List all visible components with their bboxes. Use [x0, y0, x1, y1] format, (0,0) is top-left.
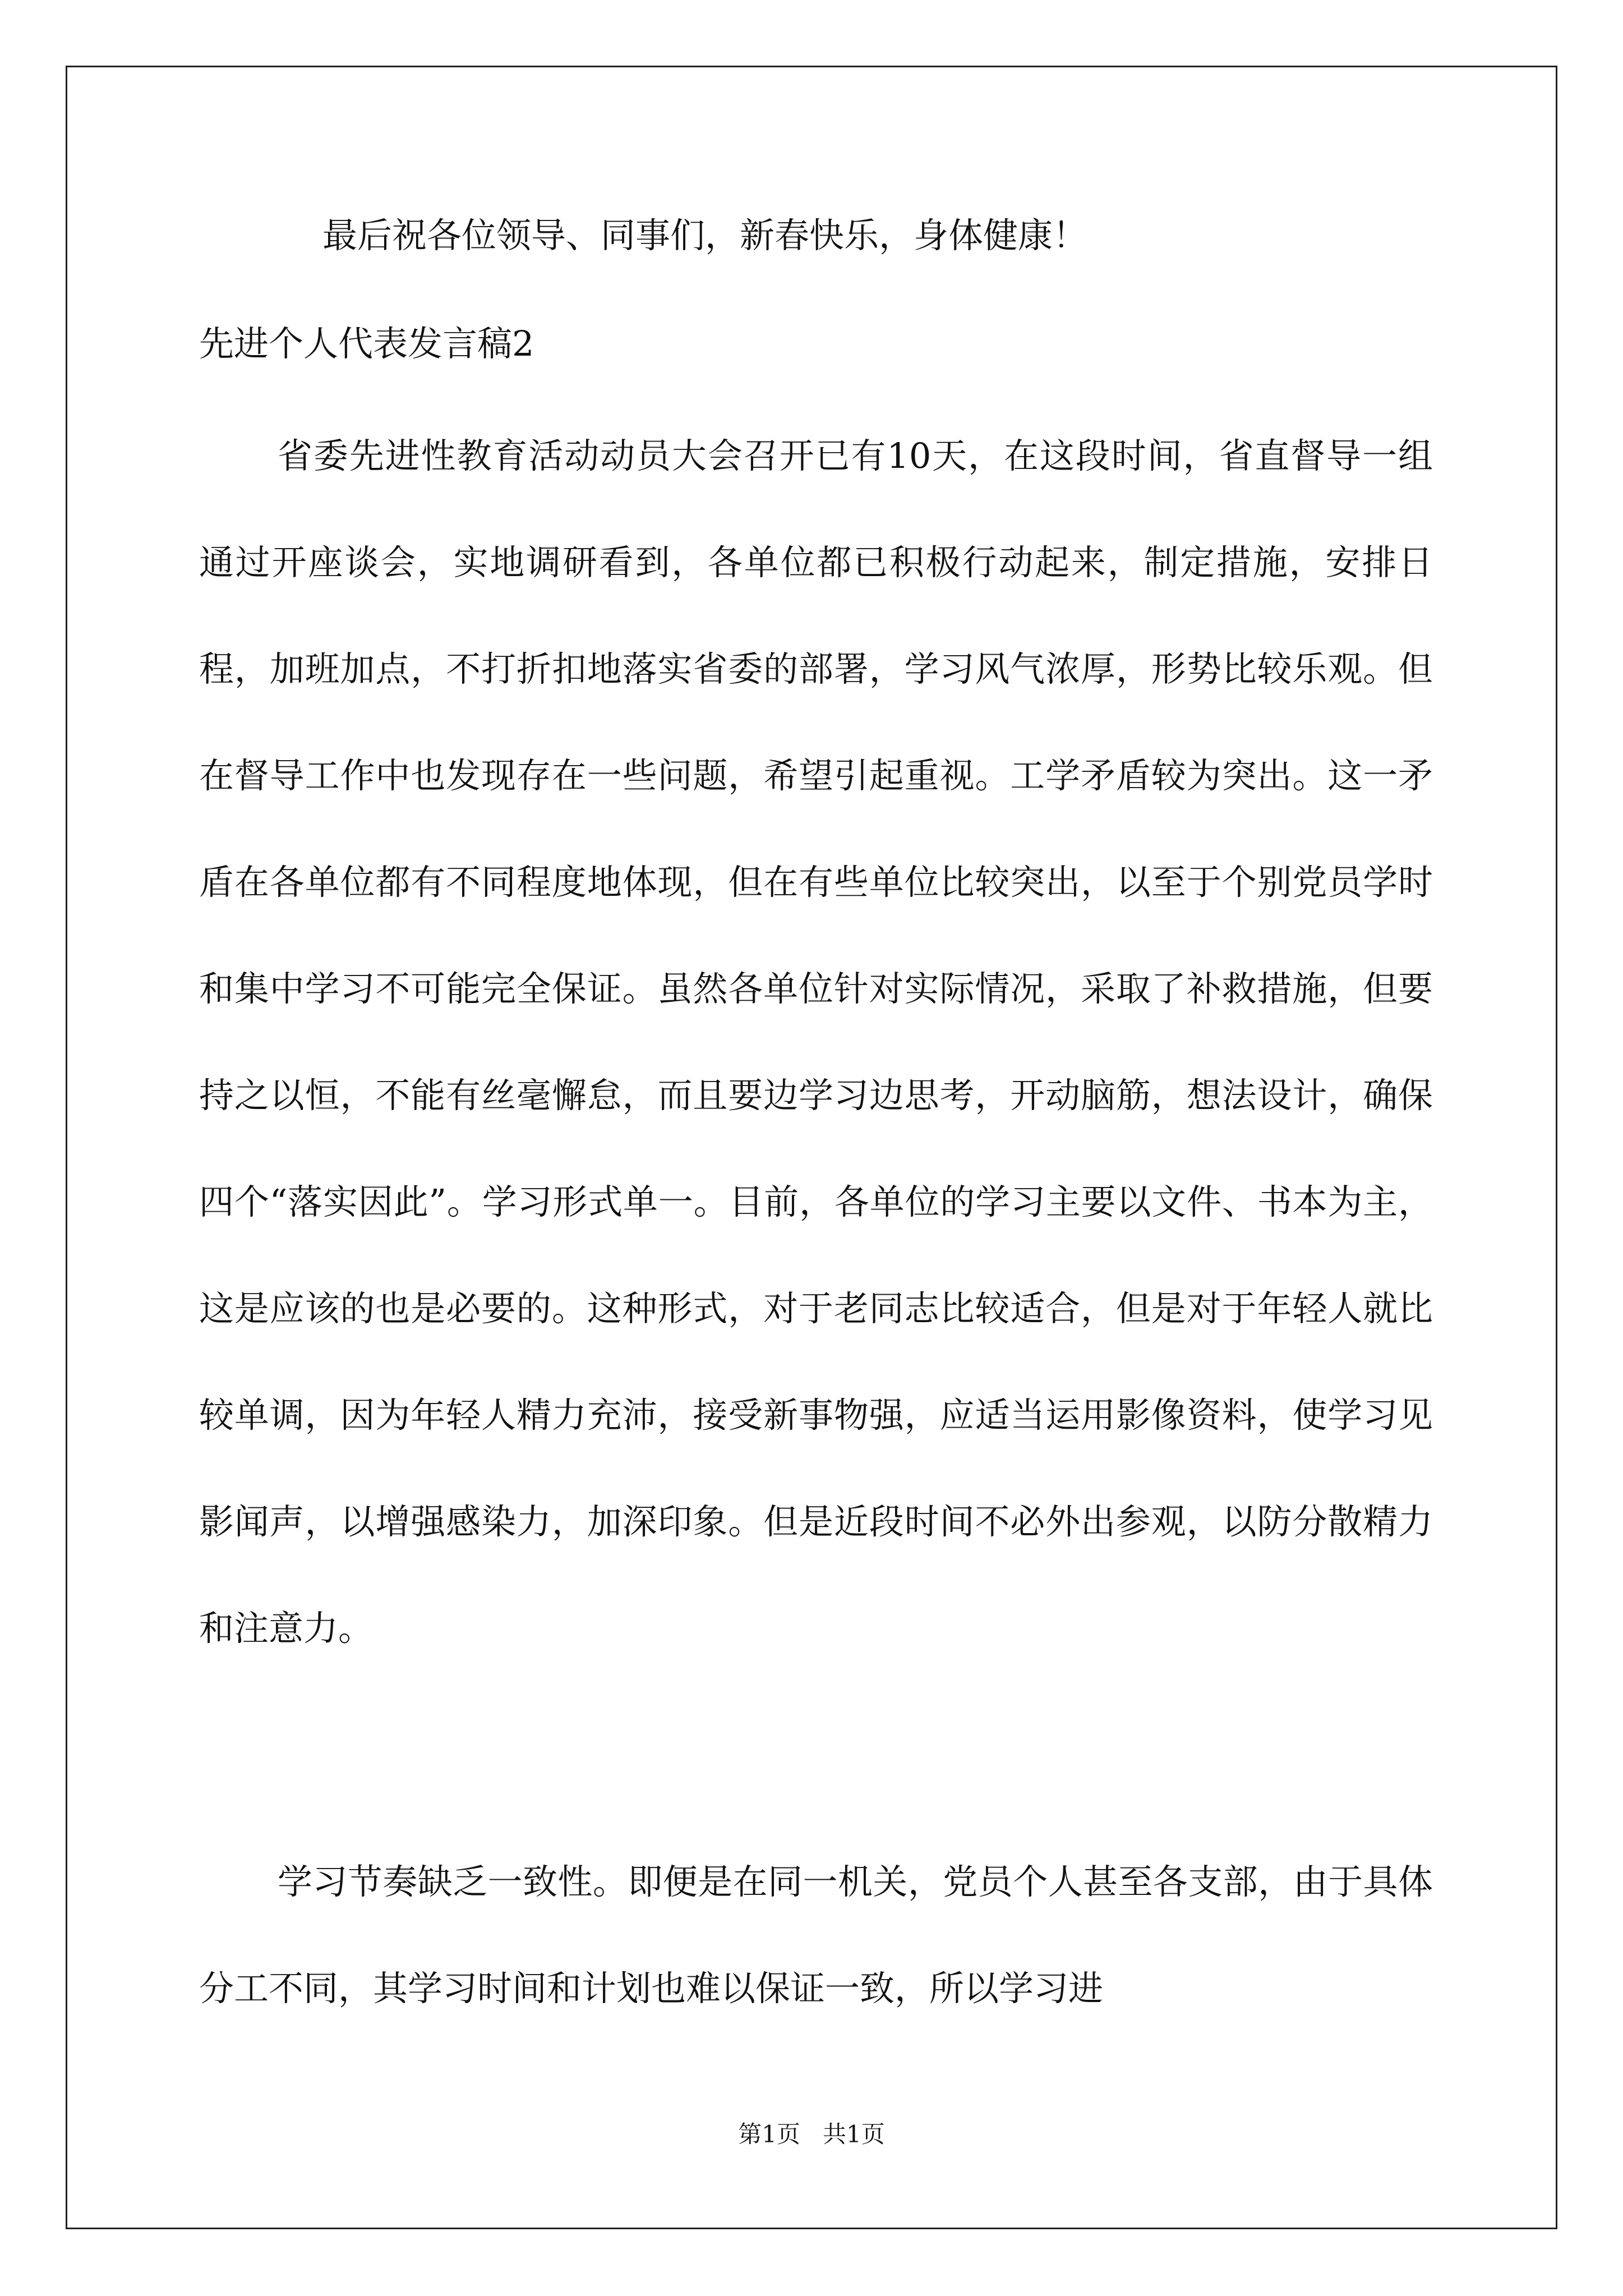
paragraph-1: 省委先进性教育活动动员大会召开已有10天，在这段时间，省直督导一组通过开座谈会，实地调研看到，各单位都已积极行动起来，制定措施，安排日程，加班加点，不打折扣地落实省委的部署，学习风气浓厚，形势比较乐观。但在督导工作中也发现存在一些问题，希望引起重视。工学矛盾较为突出。这一矛盾在各单位都有不同程度地体现，但在有些单位比较突出，以至于个别党员学时和集中学习不可能完全保证。虽然各单位针对实际情况，采取了补救措施，但要持之以恒，不能有丝毫懈怠，而且要边学习边思考，开动脑筋，想法设计，确保四个“落实因此”。学习形式单一。目前，各单位的学习主要以文件、书本为主，这是应该的也是必要的。这种形式，对于老同志比较适合，但是对于年轻人就比较单调，因为年轻人精力充沛，接受新事物强，应适当运用影像资料，使学习见影闻声，以增强感染力，加深印象。但是近段时间不必外出参观，以防分散精力和注意力。: [199, 435, 1433, 1649]
section-title: 先进个人代表发言稿2: [199, 323, 534, 364]
page-number-footer: 第1页 共1页: [738, 2120, 885, 2148]
paragraph-2: 学习节奏缺乏一致性。即便是在同一机关，党员个人甚至各支部，由于具体分工不同，其学习时间和计划也难以保证一致，所以学习进: [199, 1861, 1433, 2009]
closing-line: 最后祝各位领导、同事们，新春快乐，身体健康！: [322, 215, 1088, 256]
